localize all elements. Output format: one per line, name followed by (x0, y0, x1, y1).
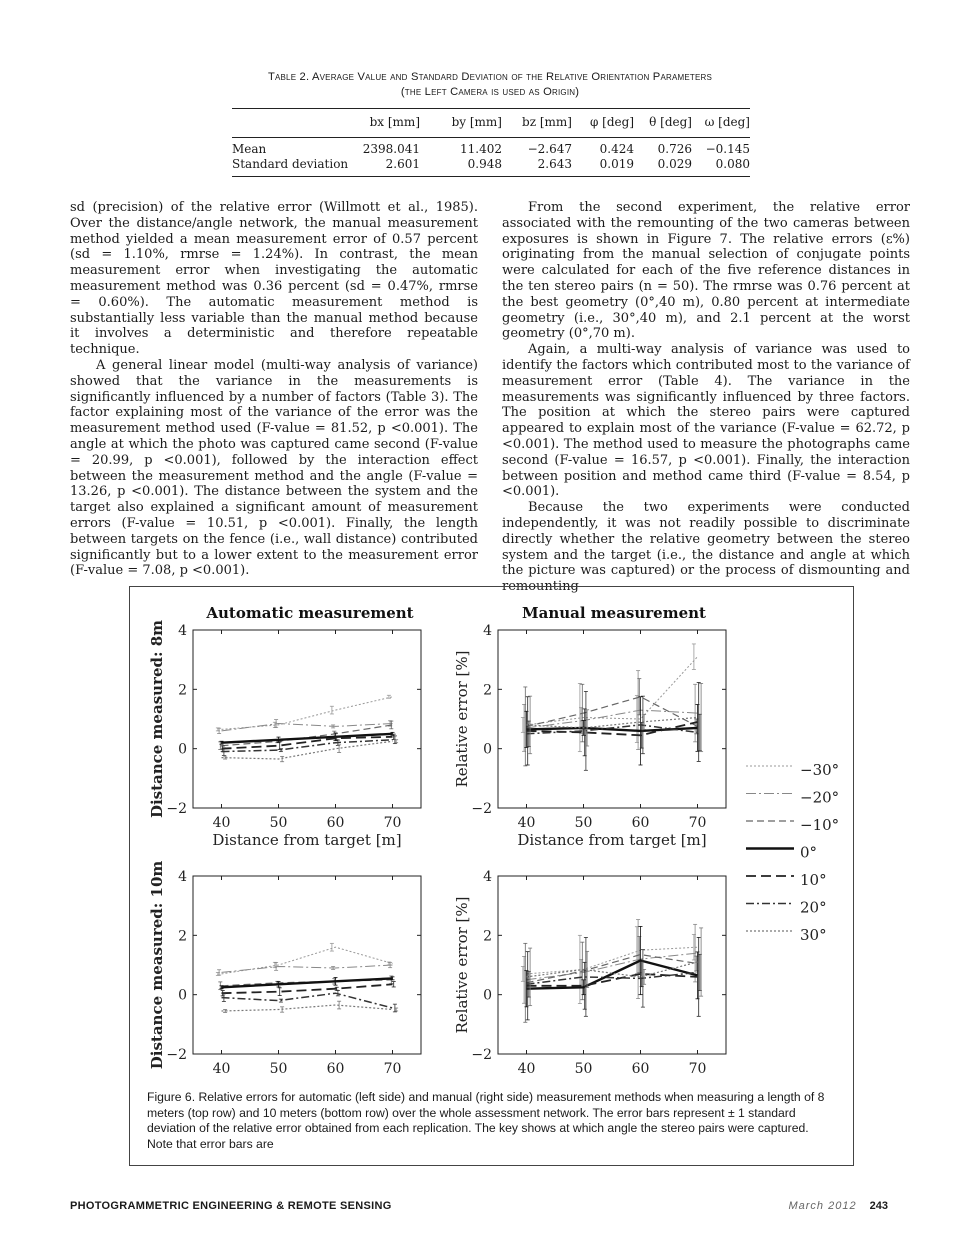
right-paragraph-2: Again, a multi-way analysis of variance was used to identify the factors which contributed most to the variance of measurement error (Table 4). The variance in the measurements was significantly influenced by three factors. The position at which the stereo pairs were captured appeared to explain most of the variance (F-value = 62.72, p <0.001). The method used to measure the photographs came second (F-value = 16.57, p <0.001). Finally, the interaction between position and method came third (F-value = 8.54, p <0.001). (502, 342, 910, 500)
x-tick-label: 40 (212, 1061, 231, 1077)
table-cell: −0.145 (705, 142, 750, 156)
x-tick-label: 40 (517, 815, 536, 831)
series-line-7 (527, 718, 698, 728)
legend-label: −10° (800, 816, 840, 834)
y-tick-label: −2 (166, 1047, 187, 1063)
chart-title: Manual measurement (522, 604, 706, 622)
x-tick-label: 60 (631, 815, 650, 831)
table-header-cell: θ [deg] (649, 115, 692, 129)
table-header-cell: φ [deg] (589, 115, 634, 129)
right-paragraph-3: Because the two experiments were conducted independently, it was not readily possible to discriminate directly whether the relative geometry between the stereo system and the target (i.e., the distance and angle at which the picture was captured) or the process of dismounting and remounting (502, 500, 910, 595)
y-tick-label: 4 (178, 869, 187, 885)
figure-caption: Figure 6. Relative errors for automatic (left side) and manual (right side) measurement methods when measuring a length of 8 meters (top row) and 10 meters (bottom row) over the whole assessment network. The error bars represent ± 1 standard deviation of the relative error obtained from each replication. The key shows at which angle the stereo pairs were captured. Note that error bars are (147, 1090, 825, 1151)
table-header-cell: ω [deg] (704, 115, 750, 129)
series-line-1 (527, 657, 698, 725)
y-tick-label: −2 (166, 801, 187, 817)
table-cell: 0.019 (599, 157, 634, 171)
x-tick-label: 50 (269, 1061, 288, 1077)
page-footer-right (788, 1200, 888, 1212)
chart-panel-bottom-left (148, 861, 421, 1077)
y-tick-label: 0 (483, 741, 492, 758)
table-cell: 0.424 (599, 142, 634, 156)
series-line-2 (222, 724, 393, 731)
table-cell: 2.601 (385, 157, 420, 171)
journal-name: PHOTOGRAMMETRIC ENGINEERING & REMOTE SENSING (70, 1200, 392, 1212)
y-tick-label: 4 (483, 869, 492, 885)
x-tick-label: 70 (383, 1061, 402, 1077)
legend-label: −30° (800, 761, 840, 779)
table-cell: Standard deviation (232, 157, 349, 171)
table-caption-line-1: Table 2. Average Value and Standard Deviation of the Relative Orientation Parameters (267, 71, 713, 83)
x-tick-label: 50 (269, 815, 288, 831)
table-cell: 0.029 (657, 157, 692, 171)
table-header-cell: bx [mm] (369, 115, 420, 129)
x-tick-label: 60 (631, 1061, 650, 1077)
y-tick-label: 2 (483, 928, 492, 945)
table-cell: 2.643 (537, 157, 572, 171)
x-tick-label: 50 (574, 815, 593, 831)
chart-panel-top-right (453, 604, 726, 849)
y-tick-label: −2 (471, 1047, 492, 1063)
table-cell: 0.726 (657, 142, 692, 156)
y-tick-label: 2 (483, 682, 492, 699)
table-cell: 11.402 (460, 142, 502, 156)
x-tick-label: 60 (326, 815, 345, 831)
table-cell: 0.948 (467, 157, 502, 171)
legend-label: 30° (800, 926, 827, 944)
x-axis-label: Distance from target [m] (212, 831, 402, 849)
table-cell: −2.647 (527, 142, 572, 156)
x-tick-label: 70 (688, 1061, 707, 1077)
legend (746, 761, 839, 944)
table-header-cell: by [mm] (451, 115, 502, 129)
right-paragraph-1: From the second experiment, the relative error associated with the remounting of the two cameras between exposures is shown in Figure 7. The relative errors (ε%) originating from the manual selection of conjugate points were calculated for each of the five reference distances in the ten stereo pairs (n = 50). The rmrse was 0.76 percent at the best geometry (0°,40 m), 0.80 percent at intermediate geometry (i.e., 30°,40 m), and 2.1 percent at the worst geometry (0°,70 m). (502, 200, 910, 342)
chart-panel-bottom-right (453, 869, 726, 1077)
y-tick-label: 0 (178, 741, 187, 758)
series-line-7 (222, 1005, 393, 1011)
legend-label: 20° (800, 898, 827, 917)
legend-label: 10° (800, 871, 827, 889)
chart-title: Automatic measurement (206, 604, 414, 622)
page-number: 243 (869, 1200, 888, 1212)
plot-area (498, 630, 726, 808)
y-axis-label: Distance measured: 8m (148, 619, 166, 819)
legend-label: −20° (800, 788, 840, 807)
y-axis-label: Relative error [%] (453, 650, 471, 788)
left-paragraph-1: sd (precision) of the relative error (Willmott et al., 1985). Over the distance/angle network, the manual measurement method yielded a mean measurement error of 0.57 percent (sd = 1.10%, rmrse = 1.24%). In contrast, the mean measurement error when investigating the automatic measurement method was 0.36 percent (sd = 0.47%, rmrse = 0.60%). The automatic measurement method is substantially less variable than the manual method because it involves a deterministic and therefore repeatable technique. (70, 200, 478, 358)
y-tick-label: 4 (483, 623, 492, 639)
x-tick-label: 50 (574, 1061, 593, 1077)
x-tick-label: 40 (517, 1061, 536, 1077)
x-axis-label: Distance from target [m] (517, 831, 707, 849)
table-caption-line-2: (the Left Camera is used as Origin) (400, 86, 580, 98)
table-cell: 2398.041 (362, 142, 420, 156)
table-cell: Mean (232, 142, 267, 156)
y-axis-label: Distance measured: 10m (148, 860, 166, 1070)
y-axis-label: Relative error [%] (453, 896, 471, 1034)
plot-area (498, 876, 726, 1054)
y-tick-label: 2 (178, 682, 187, 699)
left-paragraph-2: A general linear model (multi-way analysis of variance) showed that the variance in the measurements is significantly influenced by a number of factors (Table 3). The factor explaining most of the variance of the error was the measurement method used (F-value = 81.52, p <0.001). The angle at which the photo was captured came second (F-value = 20.99, p <0.001), followed by the interaction effect between the measurement method and the angle (F-value = 13.26, p <0.001). The distance between the system and the target also explained a significant amount of measurement errors (F-value = 10.51, p <0.001). Finally, the length between targets on the fence (i.e., wall distance) contributed significantly but to a lower extent to the measurement error (F-value = 7.08, p <0.001). (70, 357, 478, 579)
plot-area (193, 630, 421, 808)
legend-label: 0° (800, 843, 818, 862)
series-line-4 (222, 978, 393, 987)
x-tick-label: 70 (383, 815, 402, 831)
y-tick-label: 0 (178, 987, 187, 1004)
series-line-6 (222, 993, 393, 1008)
chart-panel-top-left (148, 604, 421, 849)
issue-date: March 2012 (788, 1200, 857, 1212)
series-line-2 (222, 965, 393, 972)
y-tick-label: 4 (178, 623, 187, 639)
y-tick-label: 0 (483, 987, 492, 1004)
table-cell: 0.080 (715, 157, 750, 171)
x-tick-label: 60 (326, 1061, 345, 1077)
x-tick-label: 70 (688, 815, 707, 831)
x-tick-label: 40 (212, 815, 231, 831)
y-tick-label: −2 (471, 801, 492, 817)
table-header-cell: bz [mm] (522, 115, 572, 129)
y-tick-label: 2 (178, 928, 187, 945)
